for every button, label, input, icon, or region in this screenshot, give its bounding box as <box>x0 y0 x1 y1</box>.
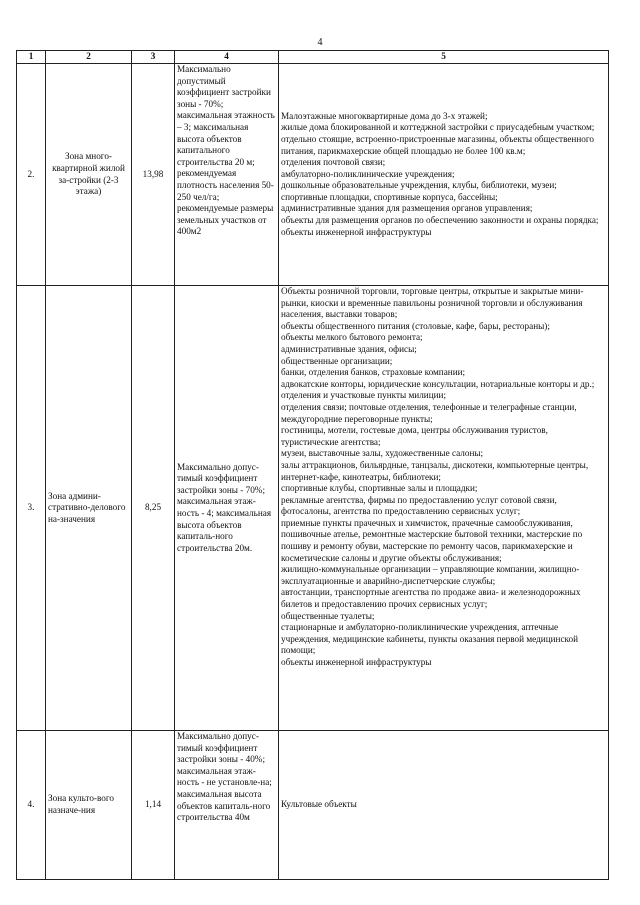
use-item: объекты инженерной инфраструктуры <box>281 657 432 667</box>
use-item: амбулаторно-поликлинические учреждения; <box>281 168 455 179</box>
row-number: 2. <box>17 64 46 286</box>
use-item: залы аттракционов, бильярдные, танцзалы, дискотеки, компьютерные центры, интернет-кафе, кинотеатры, библиотеки; <box>281 459 589 482</box>
use-item: рекламные агентства, фирмы по предоставлению услуг сотовой связи, фотосалоны, агентства по предоставлению сервисных услуг; <box>281 494 557 517</box>
zone-uses <box>279 286 609 731</box>
use-item: стационарные и амбулаторно-поликлинические учреждения, аптечные учреждения, медицинские кабинеты, пункты оказания первой медицинской помощи; <box>281 622 579 656</box>
use-item: гостиницы, мотели, гостевые дома, центры обслуживания туристов, туристические агентства; <box>281 425 548 447</box>
zone-area: 8,25 <box>132 286 175 731</box>
row-number: 4. <box>17 731 46 880</box>
use-item: Объекты розничной торговли, торговые центры, открытые и закрытые мини-рынки, киоски и временные павильоны розничной торговли и обслуживания населения, выставки товаров; <box>281 286 584 320</box>
zone-uses <box>279 731 609 880</box>
use-item: общественные организации; <box>281 355 393 366</box>
header-col-1: 1 <box>17 51 46 64</box>
zone-name: Зона культо-вого назначе-ния <box>46 731 132 880</box>
use-item: адвокатские конторы, юридические консультации, нотариальные конторы и др.; <box>281 378 595 389</box>
use-item: общественные туалеты; <box>281 610 375 621</box>
zone-area: 1,14 <box>132 731 175 880</box>
use-item: отделения почтовой связи; <box>281 157 386 168</box>
use-item: объекты мелкого бытового ремонта; <box>281 332 423 343</box>
use-item: Малоэтажные многоквартирные дома до 3-х этажей; <box>281 110 488 121</box>
header-col-3: 3 <box>132 51 175 64</box>
zoning-table <box>16 50 609 880</box>
zone-area: 13,98 <box>132 64 175 286</box>
use-item: административные здания для размещения органов управления; <box>281 203 533 214</box>
use-item: банки, отделения банков, страховые компании; <box>281 367 466 378</box>
page-number: 4 <box>317 37 323 48</box>
header-col-4: 4 <box>175 51 279 64</box>
header-col-2: 2 <box>46 51 132 64</box>
zone-limits: Максимально допустимый коэффициент застройки зоны - 70%; максимальная этажность – 3; максимальная высота объектов капитального строительства 20 м; рекомендуемая плотность населения 50-250 чел/га; рекомендуемые размеры земельных участков от 400м2 <box>175 64 279 286</box>
zone-limits: Максимально допус-тимый коэффициент застройки зоны - 70%; максимальная этаж-ность - 4; максимальная высота объектов капиталь-ного строительства 20м. <box>175 286 279 731</box>
use-item: жилые дома блокированной и коттеджной застройки с приусадебным участком; <box>281 122 595 133</box>
use-item: спортивные площадки, спортивные корпуса, бассейны; <box>281 191 498 202</box>
table-row <box>17 64 609 286</box>
header-col-5: 5 <box>279 51 609 64</box>
use-item: объекты общественного питания (столовые, кафе, бары, рестораны); <box>281 320 550 331</box>
use-item: музеи, выставочные залы, художественные салоны; <box>281 448 484 459</box>
use-item: приемные пункты прачечных и химчисток, прачечные самообслуживания, пошивочные ателье, ремонтные мастерские бытовой техники, мастерские по пошиву и ремонту обуви, мастерские по ремонту часов, парикмахерские и косметические салоны и другие объекты обслуживания; <box>281 517 583 563</box>
use-item: объекты инженерной инфраструктуры <box>281 226 432 237</box>
zone-uses <box>279 64 609 286</box>
use-item: автостанции, транспортные агентства по продаже авиа- и железнодорожных билетов и предоставлению прочих сервисных услуг; <box>281 587 581 610</box>
use-item: административные здания, офисы; <box>281 343 417 354</box>
use-item: отделения связи; почтовые отделения, телефонные и телеграфные станции, междугородние переговорные пункты; <box>281 401 577 424</box>
use-item: дошкольные образовательные учреждения, клубы, библиотеки, музеи; <box>281 180 557 191</box>
use-item: жилищно-коммунальные организации – управляющие компании, жилищно-эксплуатационные и аварийно-диспетчерские службы; <box>281 564 580 586</box>
use-item: объекты для размещения органов по обеспечению законности и охраны порядка; <box>281 215 599 226</box>
use-item: спортивные клубы, спортивные залы и площадки; <box>281 483 478 494</box>
use-item: отделения и участковые пункты милиции; <box>281 390 447 401</box>
table-row <box>17 731 609 880</box>
table-row <box>17 286 609 731</box>
zone-limits: Максимально допус-тимый коэффициент застройки зоны - 40%; максимальная этаж-ность - не установле-на; максимальная высота объектов капиталь-ного строительства 40м <box>175 731 279 880</box>
row-number: 3. <box>17 286 46 731</box>
table-header-row <box>17 51 609 64</box>
zone-name: Зона много-квартирной жилой за-стройки (2-3 этажа) <box>46 64 132 286</box>
zone-name: Зона админи-стративно-делового на-значения <box>46 286 132 731</box>
use-item: Культовые объекты <box>281 799 357 810</box>
use-item: отдельно стоящие, встроенно-пристроенные магазины, объекты общественного питания, парикмахерские общей площадью не более 100 кв.м; <box>281 133 594 156</box>
